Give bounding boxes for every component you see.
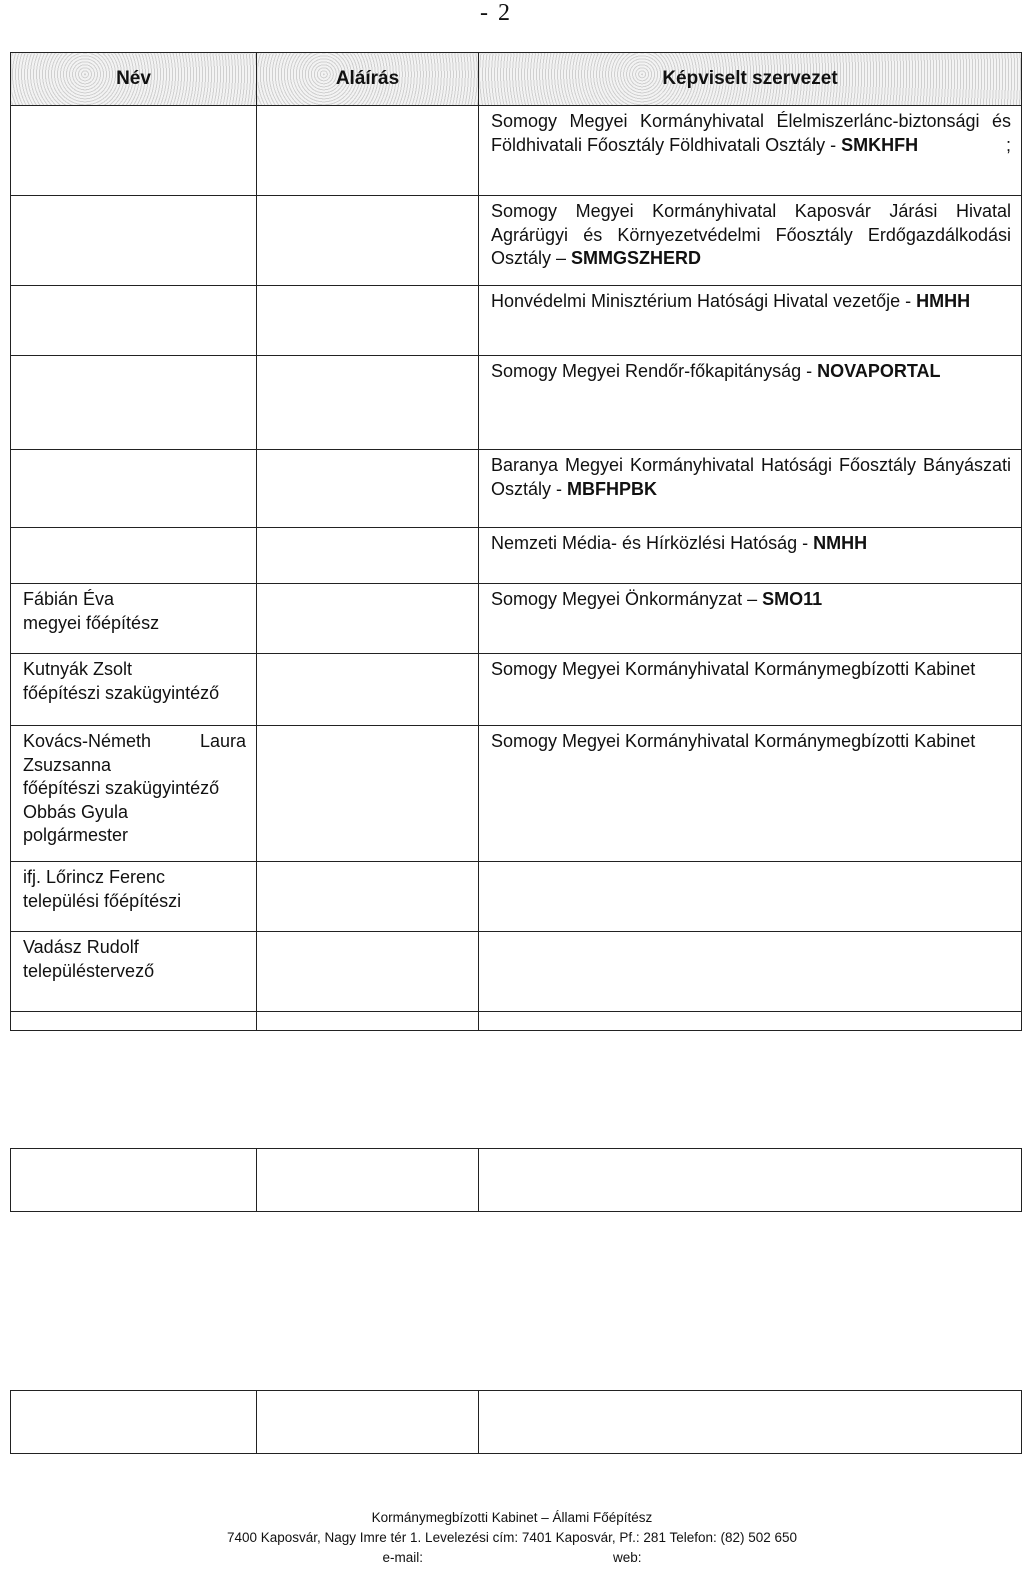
org-cell	[479, 932, 1022, 1012]
name-cell	[11, 584, 257, 654]
name-line: polgármester	[23, 825, 129, 845]
name-line: Fábián Éva	[23, 589, 115, 609]
signature-cell	[257, 196, 479, 286]
name-cell	[11, 450, 257, 528]
org-text: Somogy Megyei Önkormányzat –	[491, 589, 763, 609]
empty-cell	[479, 1012, 1022, 1031]
signature-cell	[257, 726, 479, 862]
org-text: Somogy Megyei Kormányhivatal Kormánymegbízotti Kabinet	[491, 731, 976, 751]
table-row	[11, 450, 1022, 528]
blank-table-2	[10, 1390, 1022, 1454]
org-cell	[479, 528, 1022, 584]
org-code: NMHH	[813, 533, 868, 553]
name-line: főépítészi szakügyintéző	[23, 682, 220, 703]
table-row	[11, 356, 1022, 450]
signature-table	[10, 52, 1022, 1031]
table-row	[11, 528, 1022, 584]
org-cell	[479, 106, 1022, 196]
org-text: Somogy Megyei Kormányhivatal Kaposvár Járási Hivatal Agrárügyi és Környezetvédelmi Főosztály Erdőgazdálkodási Osztály –	[491, 201, 1011, 268]
signature-cell	[257, 450, 479, 528]
org-cell	[479, 196, 1022, 286]
name-cell	[11, 196, 257, 286]
signature-cell	[257, 654, 479, 726]
table-row	[11, 932, 1022, 1012]
org-text: Nemzeti Média- és Hírközlési Hatóság -	[491, 533, 814, 553]
footer-address: 7400 Kaposvár, Nagy Imre tér 1. Levelezési cím: 7401 Kaposvár, Pf.: 281 Telefon: (82) 502 650	[226, 1530, 798, 1545]
name-cell	[11, 654, 257, 726]
org-text: Somogy Megyei Kormányhivatal Élelmiszerlánc-biztonsági és Földhivatali Főosztály Földhivatali Osztály -	[491, 111, 1011, 155]
table-row	[11, 1012, 1022, 1031]
name-line: Vadász Rudolf	[23, 937, 139, 957]
table-row	[11, 286, 1022, 356]
page-number: - 2	[480, 0, 512, 26]
header-signature: Aláírás	[257, 53, 479, 106]
org-code: SMKHFH	[841, 134, 919, 155]
signature-cell	[257, 862, 479, 932]
table-row	[11, 654, 1022, 726]
table-row	[11, 862, 1022, 932]
name-cell	[11, 286, 257, 356]
name-line: főépítészi szakügyintéző	[23, 778, 220, 798]
empty-cell	[11, 1012, 257, 1031]
org-text: Honvédelmi Minisztérium Hatósági Hivatal vezetője -	[491, 291, 917, 311]
name-line: Kutnyák Zsolt	[23, 659, 133, 679]
footer-web-label: web:	[612, 1550, 642, 1565]
signature-cell	[257, 932, 479, 1012]
org-code: HMHH	[916, 291, 971, 311]
name-line: Obbás Gyula	[23, 801, 129, 822]
name-cell	[11, 528, 257, 584]
org-code: SMMGSZHERD	[571, 248, 702, 268]
table-header-row	[11, 53, 1022, 106]
name-line: települési főépítészi	[23, 890, 182, 911]
org-cell	[479, 726, 1022, 862]
header-name: Név	[11, 53, 257, 106]
name-line: megyei főépítész	[23, 612, 160, 633]
org-text: Somogy Megyei Rendőr-főkapitányság -	[491, 361, 818, 381]
footer-email-label: e-mail:	[382, 1550, 423, 1565]
name-cell	[11, 932, 257, 1012]
org-cell	[479, 654, 1022, 726]
org-code: NOVAPORTAL	[817, 361, 941, 381]
signature-cell	[257, 286, 479, 356]
header-org: Képviselt szervezet	[479, 53, 1022, 106]
org-text: Somogy Megyei Kormányhivatal Kormánymegbízotti Kabinet	[491, 659, 976, 679]
table-row	[11, 196, 1022, 286]
name-cell	[11, 106, 257, 196]
org-cell	[479, 862, 1022, 932]
org-suffix: ;	[1005, 134, 1011, 155]
org-cell	[479, 356, 1022, 450]
table-row	[11, 106, 1022, 196]
table-row	[11, 584, 1022, 654]
org-code: SMO11	[762, 589, 823, 609]
signature-cell	[257, 106, 479, 196]
name-line: Kovács-Németh Laura Zsuzsanna	[23, 731, 246, 775]
empty-cell	[257, 1012, 479, 1031]
signature-cell	[257, 528, 479, 584]
org-text: Baranya Megyei Kormányhivatal Hatósági Főosztály Bányászati Osztály -	[491, 455, 1011, 499]
name-line: ifj. Lőrincz Ferenc	[23, 867, 166, 887]
table-row	[11, 726, 1022, 862]
org-cell	[479, 584, 1022, 654]
signature-cell	[257, 584, 479, 654]
footer	[0, 1508, 1024, 1568]
blank-table-1	[10, 1148, 1022, 1212]
signature-cell	[257, 356, 479, 450]
name-cell	[11, 726, 257, 862]
name-cell	[11, 862, 257, 932]
footer-office: Kormánymegbízotti Kabinet – Állami Főépítész	[371, 1510, 653, 1525]
name-line: településtervező	[23, 960, 155, 981]
org-cell	[479, 450, 1022, 528]
name-cell	[11, 356, 257, 450]
org-cell	[479, 286, 1022, 356]
org-code: MBFHPBK	[567, 478, 658, 499]
